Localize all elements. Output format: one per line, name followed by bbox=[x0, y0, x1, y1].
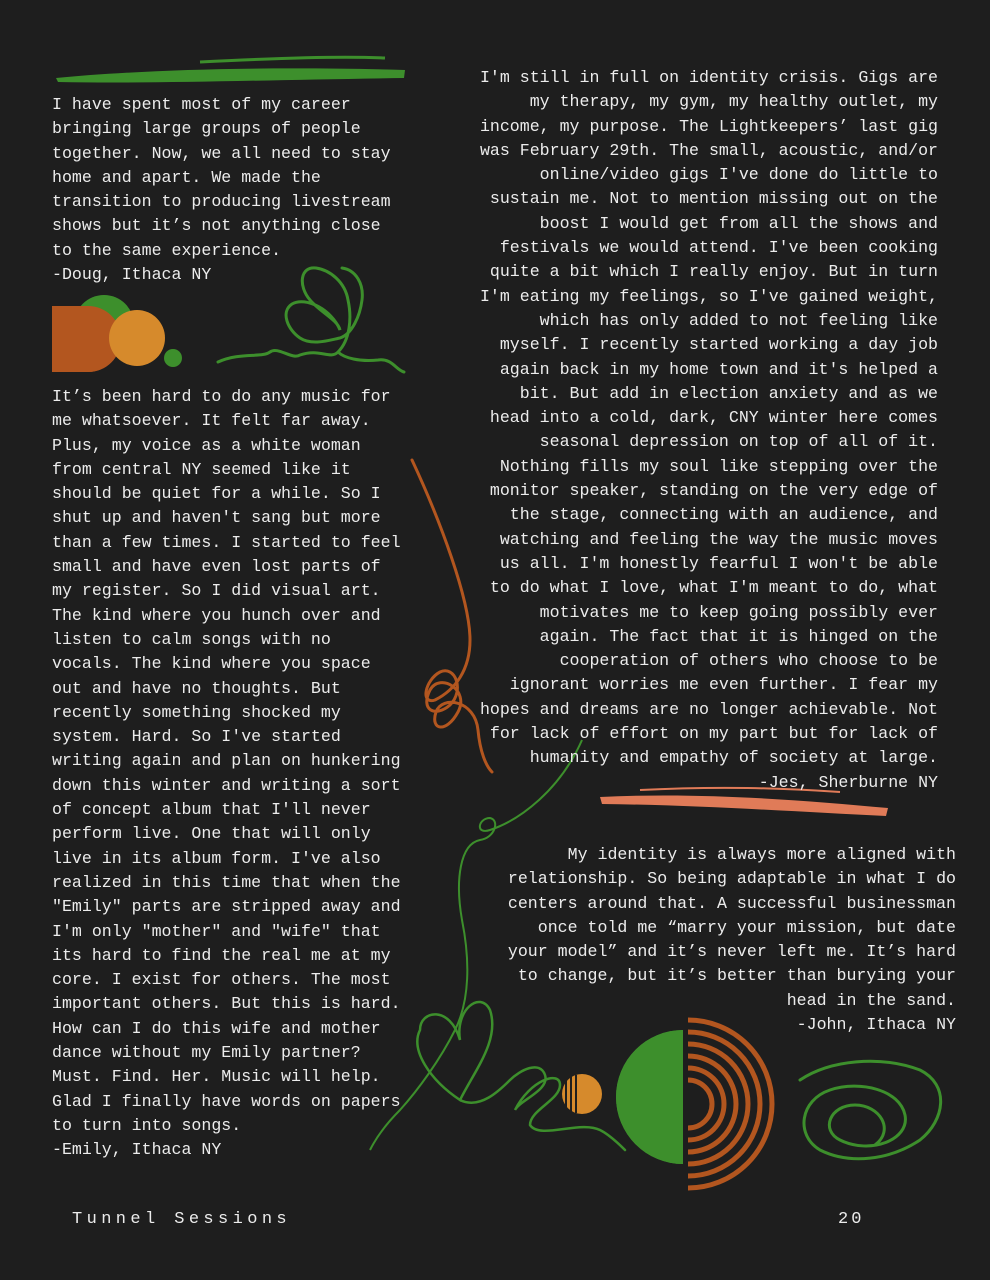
quote-john bbox=[470, 843, 956, 1037]
orange-circle bbox=[109, 310, 165, 366]
quote-jes-attribution: -Jes, Sherburne NY bbox=[758, 772, 938, 792]
quote-doug bbox=[52, 93, 442, 287]
quote-jes bbox=[440, 66, 938, 795]
quote-emily-text: It’s been hard to do any music for me whatsoever. It felt far away. Plus, my voice as a white woman from central NY seemed like it should be quiet for a while. So I shut up and haven't sang but more than a few times. I started to feel small and have even lost parts of my register. So I did visual art. The kind where you hunch over and listen to calm songs with no vocals. The kind where you space out and have no thoughts. But recently something shocked my system. Hard. So I've started writing again and plan on hunkering down this winter and writing a sort of concept album that I'll never perform live. One that will only live in its album form. I've also realized in this time that when the "Emily" parts are stripped away and I'm only "mother" and "wife" that its hard to find the real me at my core. I exist for others. The most important others. But this is hard. How can I do this wife and mother dance without my Emily partner? Must. Find. Her. Music will help. Glad I finally have words on papers to turn into songs. bbox=[52, 387, 401, 1135]
quote-john-text: My identity is always more aligned with relationship. So being adaptable in what I do centers around that. A successful businessman once told me “marry your mission, but date your model” and it’s never left me. It’s hard to change, but it’s better than burying your head in the sand. bbox=[507, 845, 956, 1010]
quote-emily bbox=[52, 385, 442, 1163]
quote-emily-attribution: -Emily, Ithaca NY bbox=[52, 1140, 222, 1160]
green-scribble-loops bbox=[800, 1061, 941, 1158]
quote-jes-text: I'm still in full on identity crisis. Gigs are my therapy, my gym, my healthy outlet, my income, my purpose. The Lightkeepers’ last gig was February 29th. The small, acoustic, and/or online/video gigs I've done do little to sustain me. Not to mention missing out on the boost I would get from all the shows and festivals we would attend. I've been cooking quite a bit which I really enjoy. But in turn I'm eating my feelings, so I've gained weight, which has only added to not feeling like myself. I recently started working a day job again back in my home town and it's helped a bit. But add in election anxiety and as we head into a cold, dark, CNY winter here comes seasonal depression on top of all of it. Nothing fills my soul like stepping over the monitor speaker, standing on the very edge of the stage, connecting with an audience, and watching and feeling the way the music moves us all. I'm honestly fearful I won't be able to do what I love, what I'm meant to do, what motivates me to keep going possibly ever again. The fact that it is hinged on the cooperation of others who choose to be ignorant worries me even further. I fear my hopes and dreams are no longer achievable. Not for lack of effort on my part but for lack of humanity and empathy of society at large. bbox=[479, 68, 938, 768]
quote-doug-attribution: -Doug, Ithaca NY bbox=[52, 265, 212, 285]
green-circle bbox=[74, 295, 134, 355]
rust-concentric-arcs bbox=[688, 1020, 772, 1188]
rust-half-circle bbox=[52, 306, 78, 372]
green-half-circle bbox=[616, 1030, 683, 1164]
footer-page-number: 20 bbox=[838, 1210, 865, 1229]
striped-orange-circle bbox=[562, 1074, 602, 1114]
quote-john-attribution: -John, Ithaca NY bbox=[796, 1015, 956, 1035]
footer-publication-title: Tunnel Sessions bbox=[72, 1210, 292, 1229]
green-brush-stroke bbox=[56, 68, 405, 82]
quote-doug-text: I have spent most of my career bringing large groups of people together. Now, we all need to stay home and apart. We made the transition to producing livestream shows but it’s not anything close to the same experience. bbox=[52, 95, 391, 260]
salmon-brush-stroke bbox=[600, 795, 888, 816]
small-green-dot bbox=[164, 349, 182, 367]
